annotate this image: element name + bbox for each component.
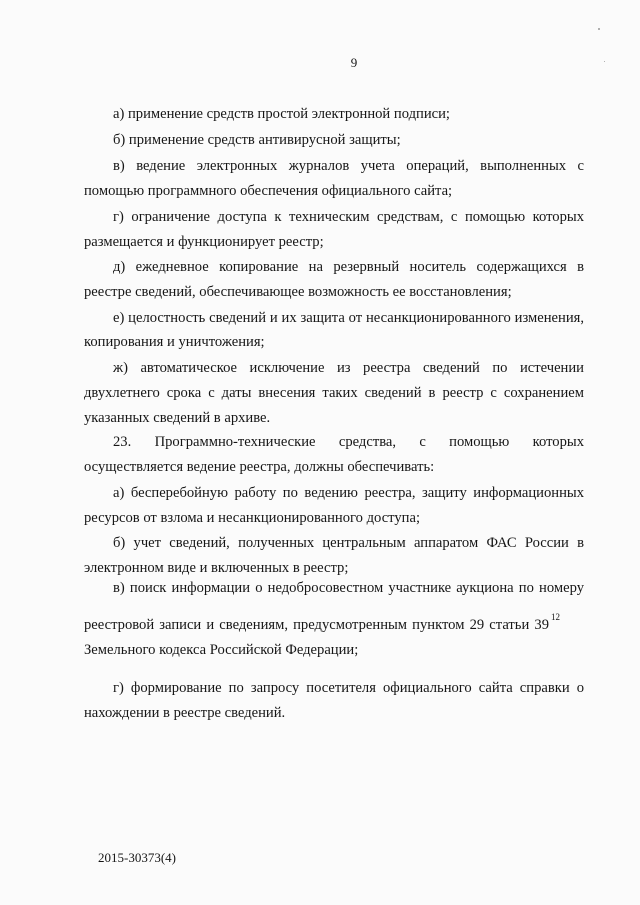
text-line: копирования и уничтожения;: [84, 334, 265, 350]
superscript: 12: [551, 612, 560, 622]
text-line: б) применение средств антивирусной защиты;: [113, 132, 401, 148]
text-line: ресурсов от взлома и несанкционированного доступа;: [84, 510, 420, 526]
text-line: а) применение средств простой электронной подписи;: [113, 106, 450, 122]
text-line: нахождении в реестре сведений.: [84, 705, 286, 721]
text-line: в) поиск информации о недобросовестном участнике аукциона по номеру: [113, 580, 584, 596]
text-line: реестровой записи и сведениям, предусмотренным пунктом 29 статьи 39: [84, 617, 549, 633]
text-line: реестре сведений, обеспечивающее возможность ее восстановления;: [84, 284, 512, 300]
scan-speck: [604, 61, 605, 62]
text-line: г) ограничение доступа к техническим средствам, с помощью которых: [113, 209, 584, 225]
page-number: 9: [350, 55, 358, 70]
text-line: осуществляется ведение реестра, должны обеспечивать:: [84, 459, 435, 475]
text-line: е) целостность сведений и их защита от несанкционированного изменения,: [113, 310, 584, 326]
text-line: электронном виде и включенных в реестр;: [84, 560, 349, 576]
scan-speck: [598, 28, 600, 30]
text-line: помощью программного обеспечения официального сайта;: [84, 183, 453, 199]
text-line: 23. Программно-технические средства, с помощью которых: [113, 434, 584, 450]
text-line: двухлетнего срока с даты внесения таких сведений в реестр с сохранением: [84, 385, 584, 401]
text-line: размещается и функционирует реестр;: [84, 234, 324, 250]
text-line: а) бесперебойную работу по ведению реестра, защиту информационных: [113, 485, 584, 501]
text-line: Земельного кодекса Российской Федерации;: [84, 642, 359, 658]
text-line: указанных сведений в архиве.: [84, 410, 271, 426]
text-line: в) ведение электронных журналов учета операций, выполненных с: [113, 158, 584, 174]
text-line: д) ежедневное копирование на резервный носитель содержащихся в: [113, 259, 584, 275]
text-line: г) формирование по запросу посетителя официального сайта справки о: [113, 680, 584, 696]
text-line: ж) автоматическое исключение из реестра сведений по истечении: [113, 360, 584, 376]
text-line: б) учет сведений, полученных центральным аппаратом ФАС России в: [113, 535, 584, 551]
document-code: 2015-30373(4): [98, 850, 176, 865]
